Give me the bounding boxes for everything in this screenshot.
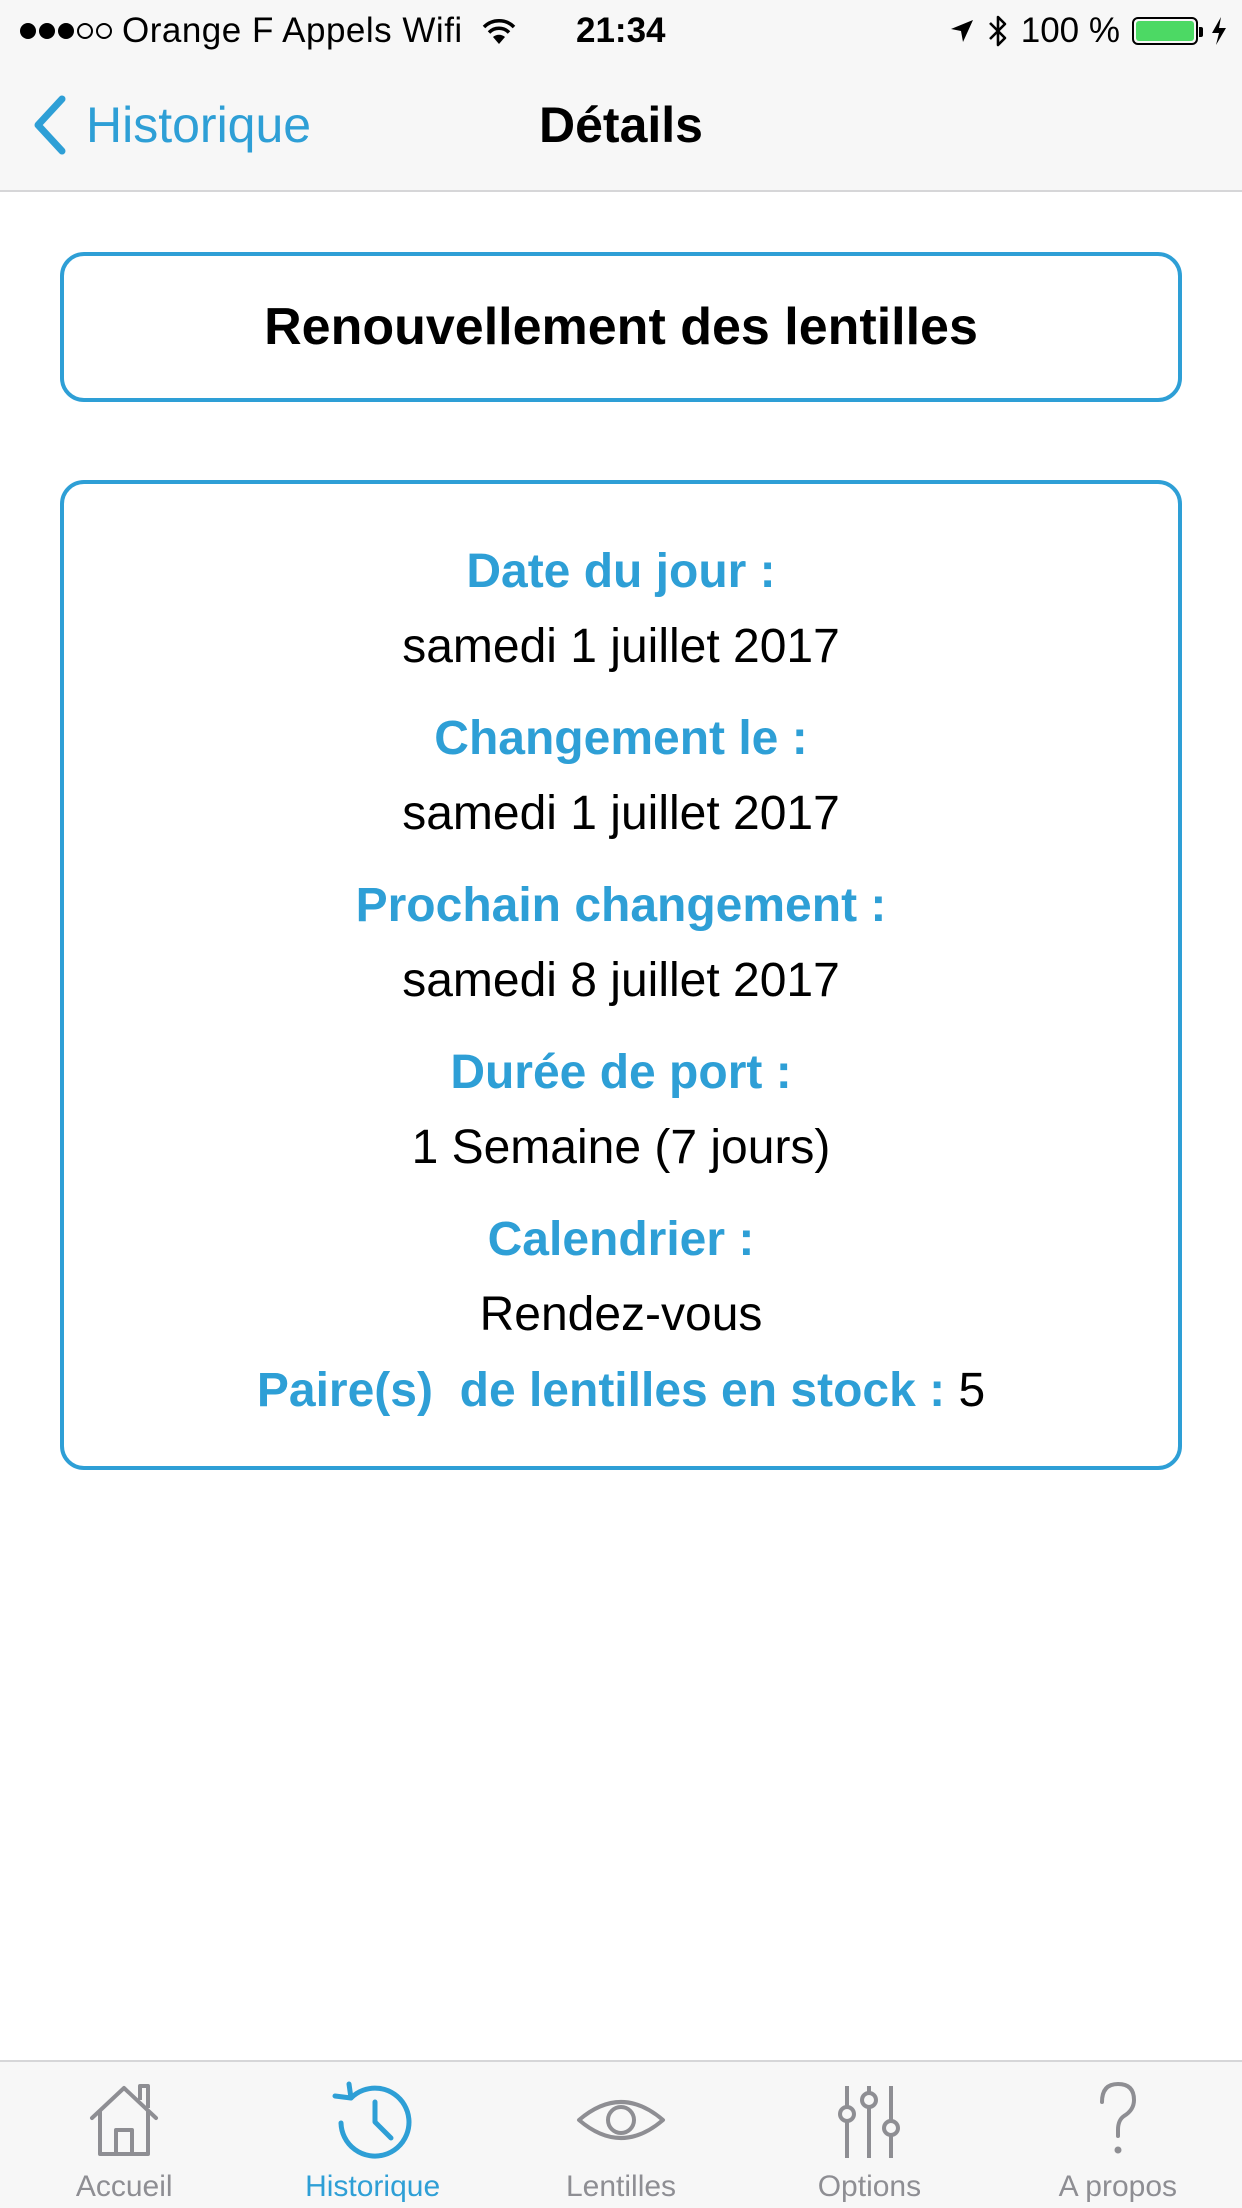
carrier-name: Orange F Appels Wifi: [122, 11, 463, 50]
duration-label: Durée de port :: [450, 1046, 792, 1099]
status-time: 21:34: [576, 11, 666, 50]
tab-lentilles[interactable]: [497, 2062, 745, 2208]
charging-bolt-icon: [1210, 16, 1228, 46]
tab-accueil[interactable]: [0, 2062, 248, 2208]
location-arrow-icon: [949, 18, 975, 44]
tab-lentilles-label: Lentilles: [565, 2170, 677, 2203]
next-change-label: Prochain changement :: [355, 879, 887, 932]
change-label: Changement le :: [434, 712, 808, 765]
tab-bar: [0, 2060, 1242, 2208]
calendar-label: Calendrier :: [487, 1213, 755, 1266]
title-card-text: Renouvellement des lentilles: [264, 298, 978, 356]
tab-a-propos[interactable]: [994, 2062, 1242, 2208]
question-icon: [1072, 2078, 1164, 2162]
signal-strength-icon: [20, 23, 112, 39]
tab-options-label: Options: [817, 2170, 922, 2203]
status-bar: [0, 0, 1242, 62]
status-bar-right: [949, 10, 1228, 52]
date-value: samedi 1 juillet 2017: [402, 620, 840, 673]
duration-value: 1 Semaine (7 jours): [411, 1121, 831, 1174]
title-card: [60, 252, 1182, 402]
tab-historique[interactable]: [248, 2062, 496, 2208]
page-title: Détails: [539, 97, 703, 153]
stock-label: Paire(s) de lentilles en stock :: [256, 1364, 959, 1417]
wifi-icon: [481, 16, 517, 46]
details-card: [60, 480, 1182, 1470]
battery-percentage: 100 %: [1020, 11, 1120, 50]
sliders-icon: [823, 2078, 915, 2162]
tab-a-propos-label: A propos: [1058, 2170, 1178, 2203]
change-value: samedi 1 juillet 2017: [402, 787, 840, 840]
tab-options[interactable]: [745, 2062, 993, 2208]
status-bar-left: [20, 10, 517, 52]
bluetooth-icon: [987, 14, 1009, 48]
stock-row: [64, 1361, 1178, 1421]
date-label: Date du jour :: [466, 545, 776, 598]
history-icon: [327, 2078, 419, 2162]
tab-historique-label: Historique: [305, 2170, 441, 2203]
battery-icon: [1132, 17, 1198, 45]
calendar-value: Rendez-vous: [479, 1288, 763, 1341]
tab-accueil-label: Accueil: [75, 2170, 173, 2203]
next-change-value: samedi 8 juillet 2017: [402, 954, 840, 1007]
navigation-bar: [0, 62, 1242, 192]
back-button-label: Historique: [86, 97, 312, 153]
stock-value: 5: [958, 1364, 986, 1417]
eye-icon: [575, 2078, 667, 2162]
home-icon: [78, 2078, 170, 2162]
